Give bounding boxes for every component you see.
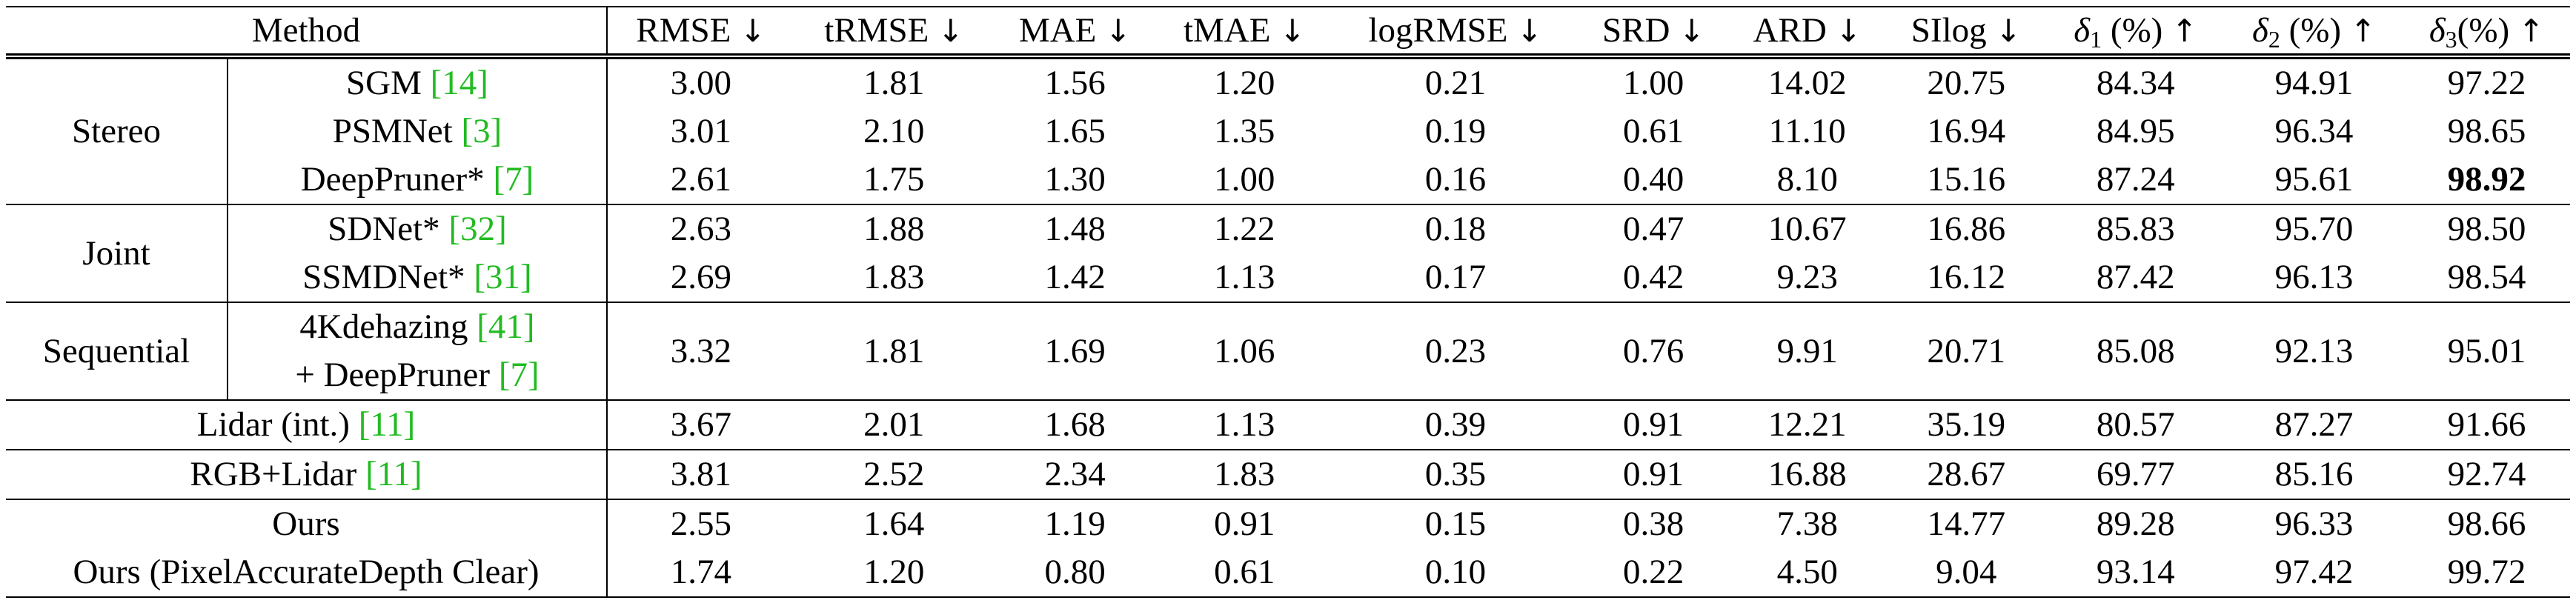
value-cell: 95.01 (2403, 302, 2570, 400)
value-cell: 1.75 (794, 156, 994, 204)
value-cell: 2.34 (994, 450, 1157, 499)
method-cell: Ours (6, 499, 607, 548)
value-cell: 87.24 (2046, 156, 2225, 204)
value-cell: 8.10 (1728, 156, 1886, 204)
header-tmae: tMAE ↓ (1157, 7, 1332, 56)
value-cell: 98.54 (2403, 253, 2570, 302)
value-cell: 0.91 (1579, 400, 1728, 450)
value-cell: 16.94 (1927, 112, 2006, 150)
value-cell: 12.21 (1728, 400, 1886, 450)
value-cell: 80.57 (2046, 400, 2225, 450)
value-cell: 1.69 (994, 302, 1157, 400)
header-ard: ARD ↓ (1728, 7, 1886, 56)
group-label-stereo: Stereo (6, 56, 228, 204)
value-cell: 3.81 (607, 450, 794, 499)
value-cell: 85.08 (2046, 302, 2225, 400)
value-cell: 96.33 (2274, 505, 2354, 543)
value-cell: 91.66 (2403, 400, 2570, 450)
value-cell: 84.95 (2096, 112, 2175, 150)
value-cell: 1.68 (994, 400, 1157, 450)
table-row (6, 450, 2570, 499)
method-cell: DeepPruner* [7] (228, 156, 607, 204)
value-cell: 1.65 (1044, 112, 1106, 150)
value-cell: 1.13 (1157, 400, 1332, 450)
value-cell: 1.22 (1214, 210, 1275, 248)
header-mae: MAE ↓ (994, 7, 1157, 56)
value-cell: 1.19 (1044, 505, 1106, 543)
value-cell: 1.30 (994, 156, 1157, 204)
value-cell: 0.47 (1623, 210, 1684, 248)
value-cell: 2.10 (863, 112, 925, 150)
value-cell: 1.74 (607, 548, 794, 597)
value-cell: 7.38 (1776, 505, 1838, 543)
value-cell: 1.83 (1157, 450, 1332, 499)
value-cell: 0.39 (1332, 400, 1579, 450)
value-cell: 0.76 (1579, 302, 1728, 400)
value-cell: 9.23 (1728, 253, 1886, 302)
value-cell: 1.20 (1214, 64, 1275, 102)
value-cell: 0.15 (1424, 505, 1487, 543)
value-cell: 0.16 (1332, 156, 1579, 204)
method-cell: SDNet* [32] (228, 204, 607, 253)
header-delta3: $\delta_3(\%)$ ↑ (2403, 7, 2570, 56)
value-cell: 93.14 (2046, 548, 2225, 597)
header-logrmse: logRMSE ↓ (1332, 7, 1579, 56)
value-cell: 1.20 (794, 548, 994, 597)
value-cell: 1.88 (863, 210, 925, 248)
method-cell: RGB+Lidar [11] (6, 450, 607, 499)
value-cell: 1.00 (1623, 64, 1684, 102)
value-cell: 11.10 (1768, 112, 1846, 150)
value-cell: 0.91 (1579, 450, 1728, 499)
value-cell: 2.01 (794, 400, 994, 450)
value-cell: 1.06 (1157, 302, 1332, 400)
value-cell: 0.18 (1424, 210, 1487, 248)
method-cell: Ours (PixelAccurateDepth Clear) (6, 548, 607, 597)
value-cell: 0.19 (1424, 112, 1487, 150)
value-cell: 16.12 (1886, 253, 2046, 302)
header-silog: SIlog ↓ (1886, 7, 2046, 56)
value-cell: 16.86 (1927, 210, 2006, 248)
value-cell: 16.88 (1728, 450, 1886, 499)
method-cell: 4Kdehazing [41] + DeepPruner [7] (228, 302, 607, 400)
value-cell: 1.83 (794, 253, 994, 302)
value-cell: 9.91 (1728, 302, 1886, 400)
value-cell: 14.02 (1767, 64, 1847, 102)
header-method: Method (6, 7, 607, 56)
method-cell: SSMDNet* [31] (228, 253, 607, 302)
value-cell: 35.19 (1886, 400, 2046, 450)
group-label-joint: Joint (6, 204, 228, 302)
value-cell: 87.42 (2046, 253, 2225, 302)
value-cell: 20.71 (1886, 302, 2046, 400)
value-cell: 0.61 (1623, 112, 1684, 150)
value-cell: 99.72 (2403, 548, 2570, 597)
value-cell: 98.92 (2403, 156, 2570, 204)
value-cell: 1.35 (1214, 112, 1275, 150)
value-cell: 2.52 (794, 450, 994, 499)
value-cell: 1.81 (863, 64, 925, 102)
value-cell: 84.34 (2096, 64, 2175, 102)
value-cell: 95.61 (2225, 156, 2403, 204)
value-cell: 1.56 (1044, 64, 1106, 102)
value-cell: 0.38 (1623, 505, 1684, 543)
table-row (6, 204, 2570, 253)
table-row (6, 499, 2570, 548)
value-cell: 0.23 (1332, 302, 1579, 400)
value-cell: 94.91 (2274, 64, 2354, 102)
results-table (6, 6, 2570, 598)
value-cell: 1.81 (794, 302, 994, 400)
value-cell: 28.67 (1886, 450, 2046, 499)
value-cell: 0.21 (1424, 64, 1487, 102)
value-cell: 4.50 (1728, 548, 1886, 597)
value-cell: 2.63 (670, 210, 732, 248)
value-cell: 97.22 (2447, 64, 2526, 102)
value-cell: 1.48 (1044, 210, 1106, 248)
value-cell: 3.01 (670, 112, 732, 150)
value-cell: 1.00 (1157, 156, 1332, 204)
method-cell: PSMNet [3] (228, 107, 607, 156)
value-cell: 20.75 (1927, 64, 2006, 102)
group-label-sequential: Sequential (6, 302, 228, 400)
value-cell: 1.64 (863, 505, 925, 543)
value-cell: 1.42 (994, 253, 1157, 302)
table-row (6, 400, 2570, 450)
header-delta1: $\delta_1$ (%) ↑ (2046, 7, 2225, 56)
header-trmse: tRMSE ↓ (794, 7, 994, 56)
table-row (6, 302, 2570, 400)
value-cell: 96.34 (2274, 112, 2354, 150)
value-cell: 0.10 (1332, 548, 1579, 597)
value-cell: 15.16 (1886, 156, 2046, 204)
value-cell: 3.67 (607, 400, 794, 450)
value-cell: 3.32 (607, 302, 794, 400)
header-row (6, 7, 2570, 56)
value-cell: 92.74 (2403, 450, 2570, 499)
header-delta2: $\delta_2$ (%) ↑ (2225, 7, 2403, 56)
value-cell: 0.61 (1157, 548, 1332, 597)
table-row (6, 253, 2570, 302)
value-cell: 0.22 (1579, 548, 1728, 597)
value-cell: 0.35 (1332, 450, 1579, 499)
value-cell: 97.42 (2225, 548, 2403, 597)
value-cell: 1.13 (1157, 253, 1332, 302)
value-cell: 96.13 (2225, 253, 2403, 302)
value-cell: 0.80 (994, 548, 1157, 597)
value-cell: 85.83 (2096, 210, 2175, 248)
value-cell: 10.67 (1767, 210, 1847, 248)
value-cell: 0.40 (1579, 156, 1728, 204)
value-cell: 0.42 (1579, 253, 1728, 302)
table-row (6, 548, 2570, 597)
value-cell: 85.16 (2225, 450, 2403, 499)
value-cell: 95.70 (2274, 210, 2354, 248)
value-cell: 0.91 (1214, 505, 1275, 543)
value-cell: 2.69 (607, 253, 794, 302)
value-cell: 3.00 (670, 64, 732, 102)
value-cell: 87.27 (2225, 400, 2403, 450)
value-cell: 92.13 (2225, 302, 2403, 400)
value-cell: 9.04 (1886, 548, 2046, 597)
value-cell: 14.77 (1927, 505, 2006, 543)
value-cell: 98.50 (2447, 210, 2526, 248)
value-cell: 89.28 (2096, 505, 2175, 543)
header-srd: SRD ↓ (1579, 7, 1728, 56)
value-cell: 98.66 (2447, 505, 2526, 543)
table-row (6, 56, 2570, 107)
value-cell: 98.65 (2447, 112, 2526, 150)
method-cell: Lidar (int.) [11] (6, 400, 607, 450)
value-cell: 0.17 (1332, 253, 1579, 302)
table-row (6, 107, 2570, 156)
value-cell: 2.61 (607, 156, 794, 204)
value-cell: 69.77 (2046, 450, 2225, 499)
table-row (6, 156, 2570, 204)
header-rmse: RMSE ↓ (607, 7, 794, 56)
method-cell: SGM [14] (228, 56, 607, 107)
value-cell: 2.55 (670, 505, 732, 543)
